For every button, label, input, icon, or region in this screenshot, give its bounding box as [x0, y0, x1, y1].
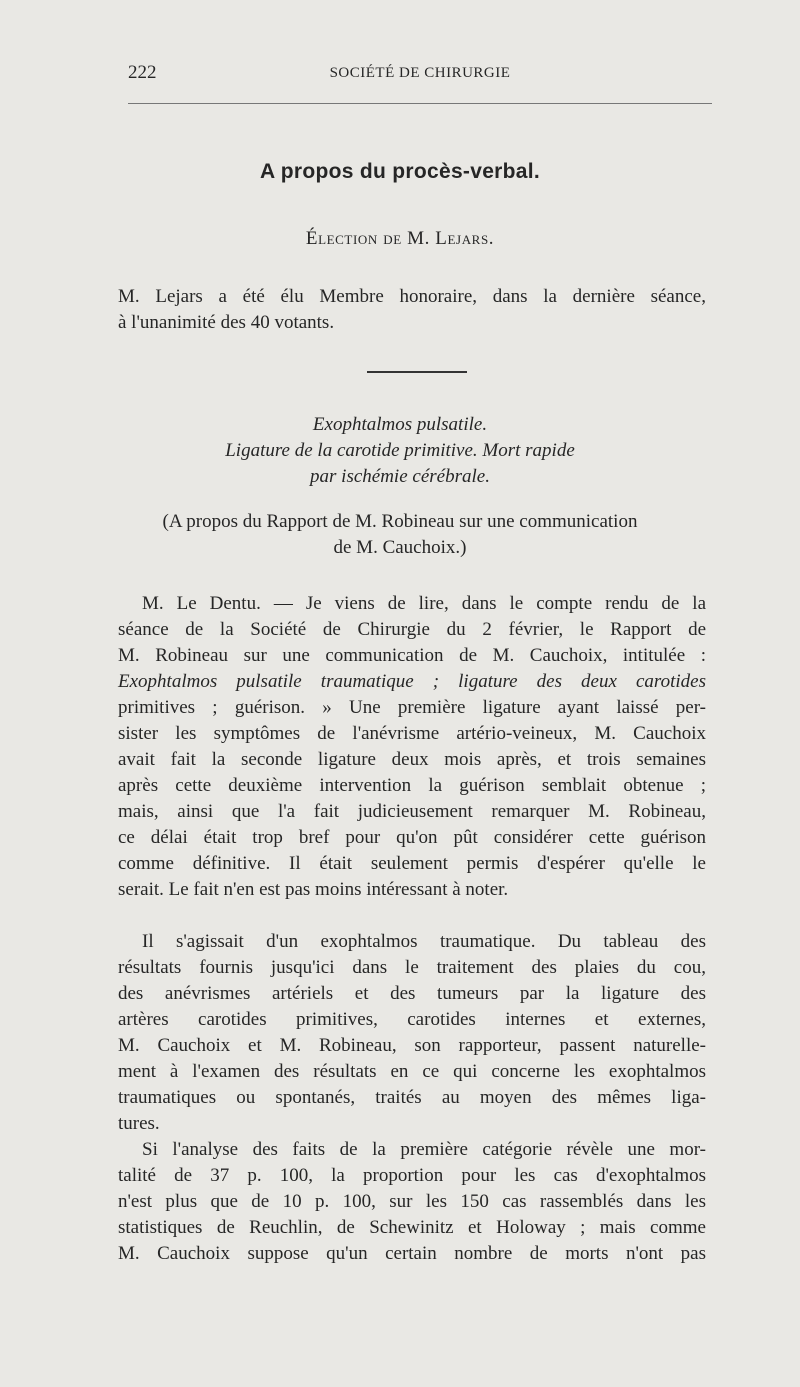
- body-paragraph-2: [118, 929, 706, 1137]
- case-title-line: Exophtalmos pulsatile.: [312, 414, 488, 435]
- section-title: A propos du procès-verbal.: [259, 160, 541, 183]
- header-rule: [128, 103, 712, 104]
- text-line: talité de 37 p. 100, la proportion pour les cas d'exophtalmos: [118, 1165, 706, 1186]
- text-line: M. Robineau sur une communication de M. Cauchoix, intitulée :: [118, 645, 706, 666]
- page-header: [128, 62, 712, 86]
- apropos-note: [0, 509, 800, 561]
- text-line: comme définitive. Il était seulement permis d'espérer qu'elle le: [118, 853, 706, 874]
- running-title: SOCIÉTÉ DE CHIRURGIE: [329, 65, 511, 81]
- body-paragraph-1: [118, 591, 706, 903]
- election-title: Élection de M. Lejars.: [305, 228, 495, 249]
- text-line: M. Cauchoix et M. Robineau, son rapporteur, passent naturelle-: [118, 1035, 706, 1056]
- text-line: avait fait la seconde ligature deux mois après, et trois semaines: [118, 749, 706, 770]
- apropos-line: de M. Cauchoix.): [333, 537, 467, 558]
- section-divider: [367, 371, 467, 373]
- text-line: traumatiques ou spontanés, traités au moyen des mêmes liga-: [118, 1087, 706, 1108]
- apropos-line: (A propos du Rapport de M. Robineau sur une communication: [162, 511, 638, 532]
- text-line: statistiques de Reuchlin, de Schewinitz et Holoway ; mais comme: [118, 1217, 706, 1238]
- text-line: primitives ; guérison. » Une première ligature ayant laissé per-: [118, 697, 706, 718]
- case-title-line: par ischémie cérébrale.: [310, 466, 490, 487]
- text-line: Si l'analyse des faits de la première catégorie révèle une mor-: [142, 1139, 706, 1160]
- text-line: résultats fournis jusqu'ici dans le traitement des plaies du cou,: [118, 957, 706, 978]
- text-line: M. Cauchoix suppose qu'un certain nombre de morts n'ont pas: [118, 1243, 706, 1264]
- text-line: M. Le Dentu. — Je viens de lire, dans le compte rendu de la: [142, 593, 706, 614]
- body-paragraph-3: [118, 1137, 706, 1267]
- text-line: M. Lejars a été élu Membre honoraire, dans la dernière séance,: [118, 286, 706, 307]
- text-line: mais, ainsi que l'a fait judicieusement remarquer M. Robineau,: [118, 801, 706, 822]
- text-line: séance de la Société de Chirurgie du 2 février, le Rapport de: [118, 619, 706, 640]
- text-line: après cette deuxième intervention la guérison semblait obtenue ;: [118, 775, 706, 796]
- text-line: artères carotides primitives, carotides internes et externes,: [118, 1009, 706, 1030]
- text-line: tures.: [118, 1113, 160, 1134]
- text-line: Exophtalmos pulsatile traumatique ; ligature des deux carotides: [118, 671, 706, 692]
- text-line: ce délai était trop bref pour qu'on pût considérer cette guérison: [118, 827, 706, 848]
- case-title-line: Ligature de la carotide primitive. Mort rapide: [225, 440, 575, 461]
- text-line: ment à l'examen des résultats en ce qui concerne les exophtalmos: [118, 1061, 706, 1082]
- text-line: Il s'agissait d'un exophtalmos traumatique. Du tableau des: [142, 931, 706, 952]
- text-line: sister les symptômes de l'anévrisme artério-veineux, M. Cauchoix: [118, 723, 706, 744]
- text-line: des anévrismes artériels et des tumeurs par la ligature des: [118, 983, 706, 1004]
- text-line: à l'unanimité des 40 votants.: [118, 312, 335, 333]
- text-line: serait. Le fait n'en est pas moins intéressant à noter.: [118, 879, 509, 900]
- text-line: n'est plus que de 10 p. 100, sur les 150 cas rassemblés dans les: [118, 1191, 706, 1212]
- page-number: 222: [128, 62, 157, 83]
- case-title: [0, 412, 800, 490]
- election-paragraph: [118, 284, 706, 336]
